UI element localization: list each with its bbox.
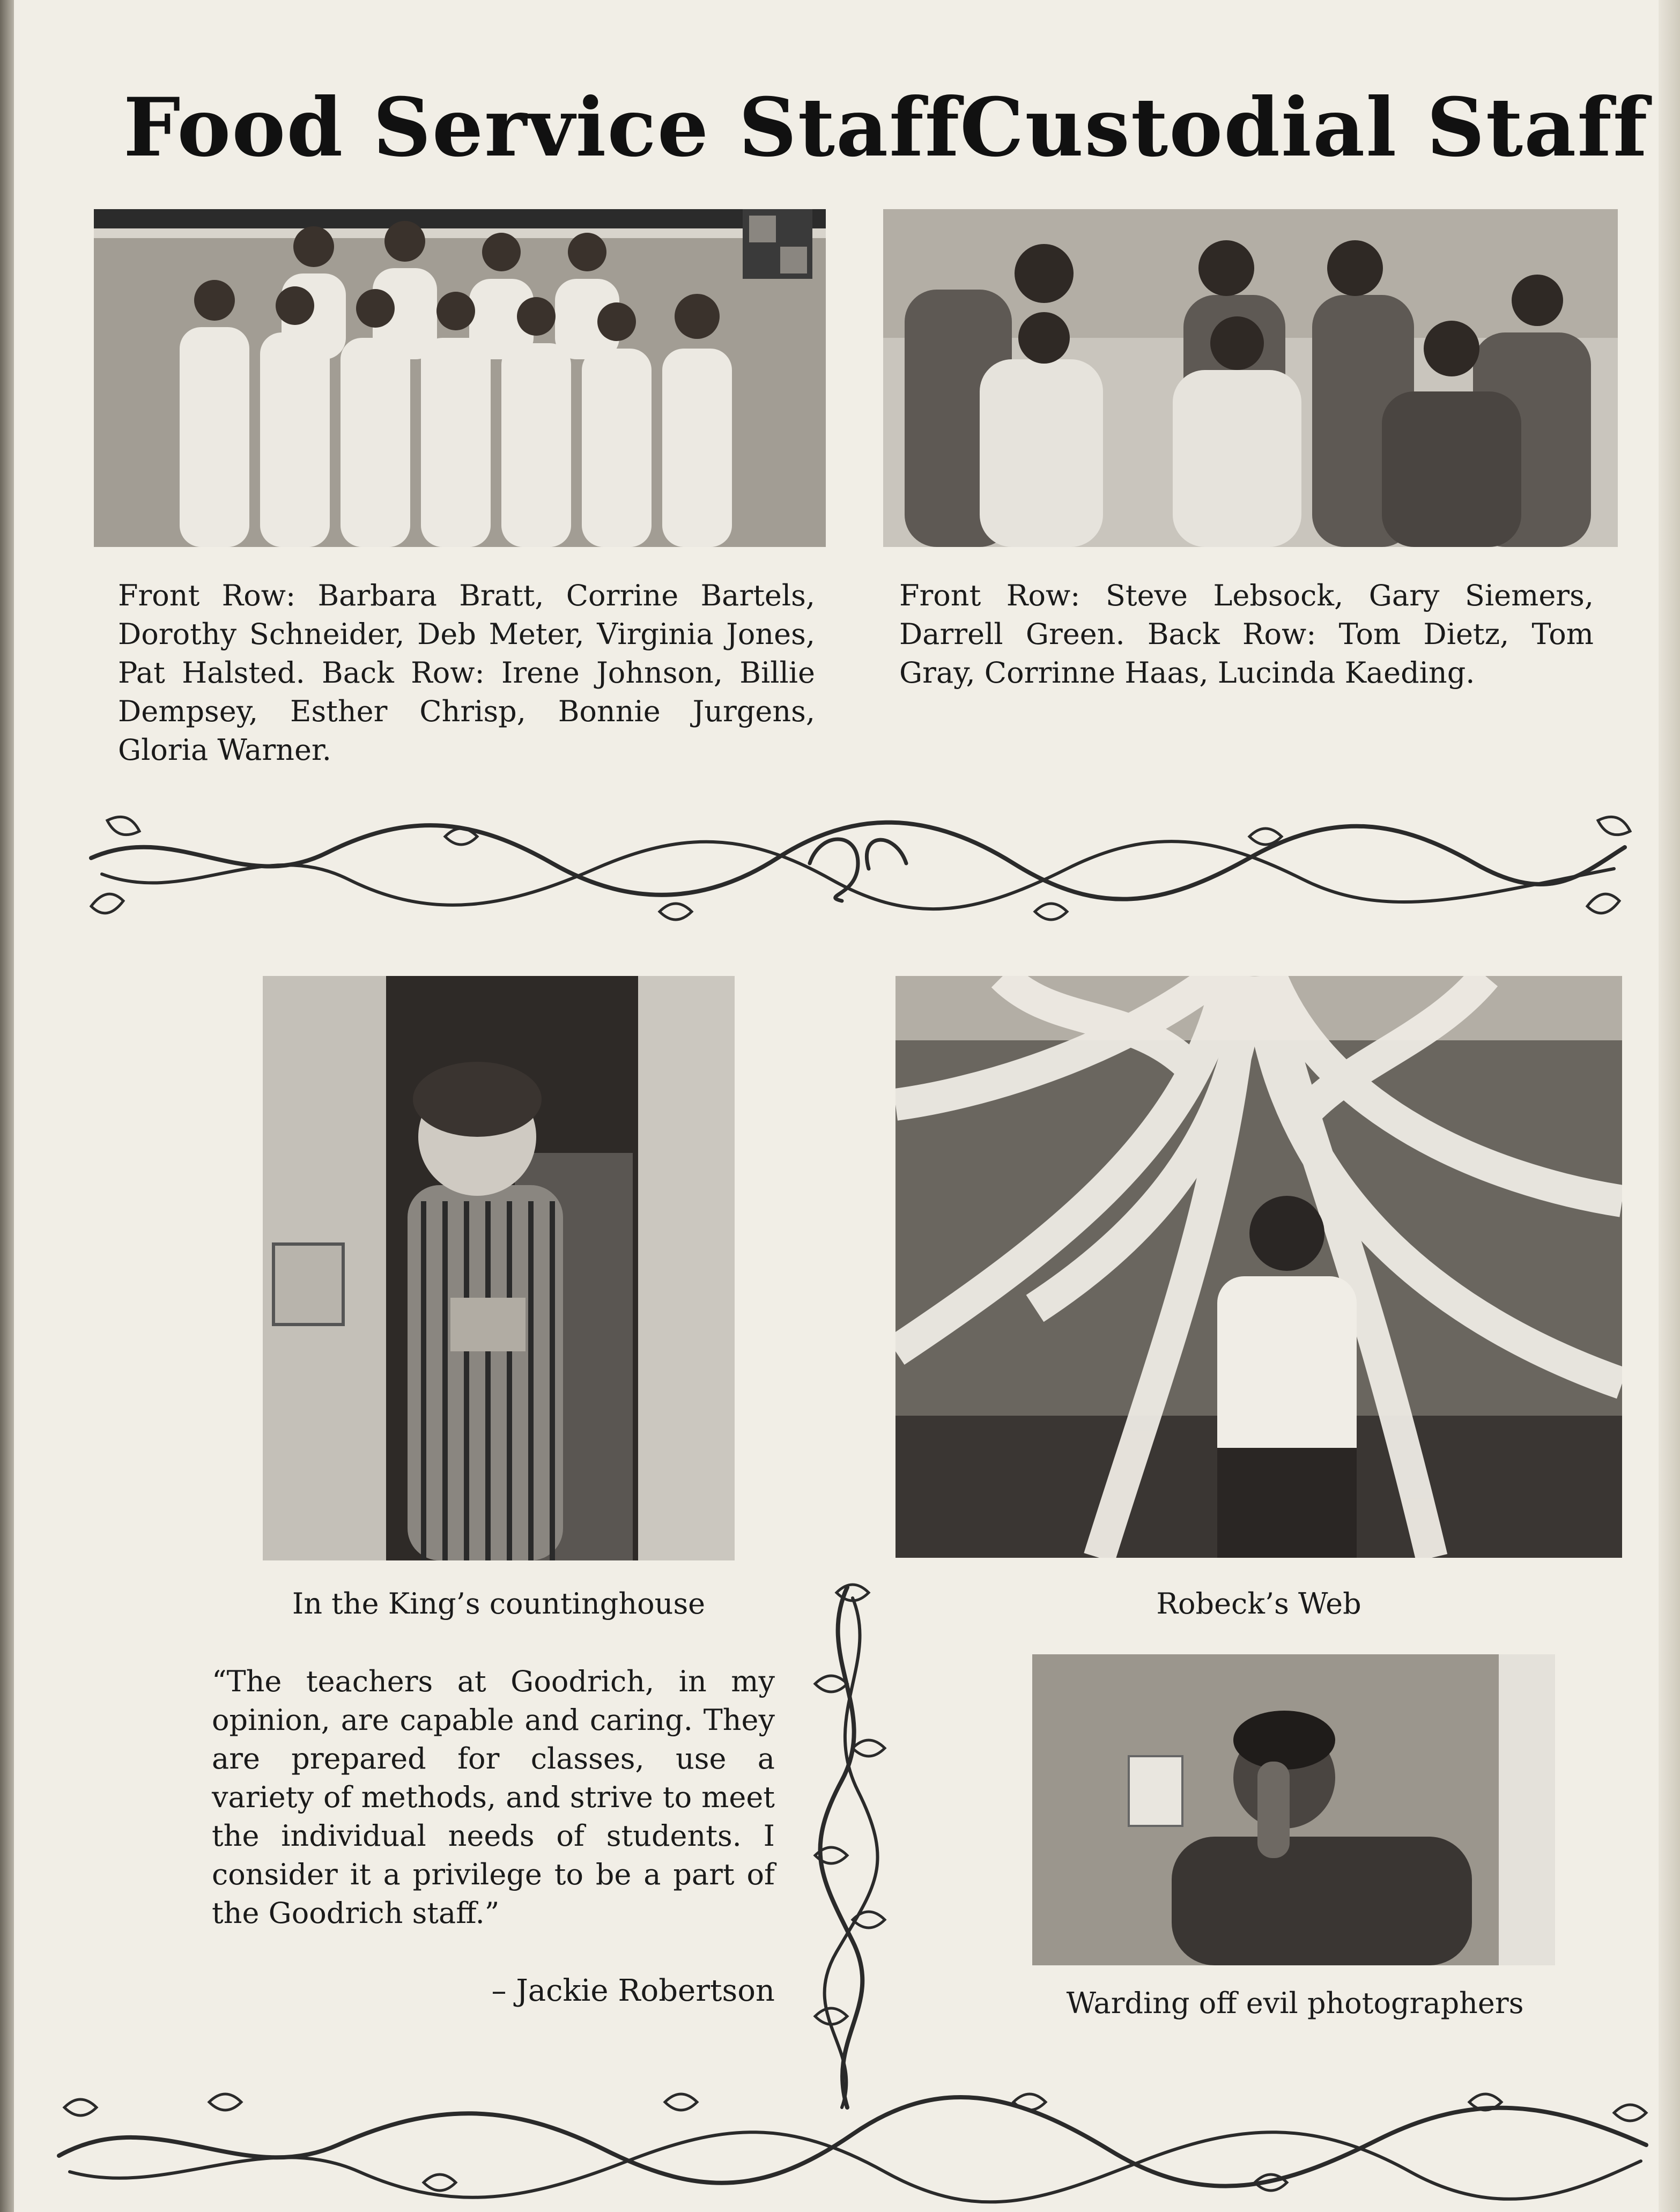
warding-caption: Warding off evil photographers: [1066, 1986, 1524, 2020]
bottom-vine-border: [48, 2070, 1657, 2204]
page-edge: [1659, 0, 1680, 2212]
warding-photo: [1032, 1654, 1555, 1965]
robecks-web-photo: [895, 976, 1622, 1558]
custodial-title: Custodial Staff: [960, 80, 1649, 175]
custodial-caption: Front Row: Steve Lebsock, Gary Siemers, Darrell Green. Back Row: Tom Dietz, Tom Gray, Corrinne Haas, Lucinda Kaeding.: [899, 579, 1594, 690]
food-service-staff-photo: [94, 209, 826, 547]
countinghouse-photo: [263, 976, 735, 1560]
custodial-staff-photo: [883, 209, 1618, 547]
food-service-title: Food Service Staff: [123, 80, 961, 175]
vine-divider: [70, 788, 1641, 938]
countinghouse-caption: In the King’s countinghouse: [292, 1587, 706, 1621]
quote-text: “The teachers at Goodrich, in my opinion, are capable and caring. They are prepared for classes, use a variety of methods, and strive to meet the individual needs of students. I consider it a privilege to be a part of the Goodrich staff.”: [212, 1664, 775, 1930]
page-binding: [0, 0, 14, 2212]
food-service-caption: Front Row: Barbara Bratt, Corrine Bartels, Dorothy Schneider, Deb Meter, Virginia Jones, Pat Halsted. Back Row: Irene Johnson, Billie Dempsey, Esther Chrisp, Bonnie Jurgens, Gloria Warner.: [118, 579, 815, 767]
quote-author: – Jackie Robertson: [491, 1973, 775, 2008]
robecks-web-caption: Robeck’s Web: [1156, 1587, 1361, 1621]
vertical-vine: [804, 1577, 890, 2113]
